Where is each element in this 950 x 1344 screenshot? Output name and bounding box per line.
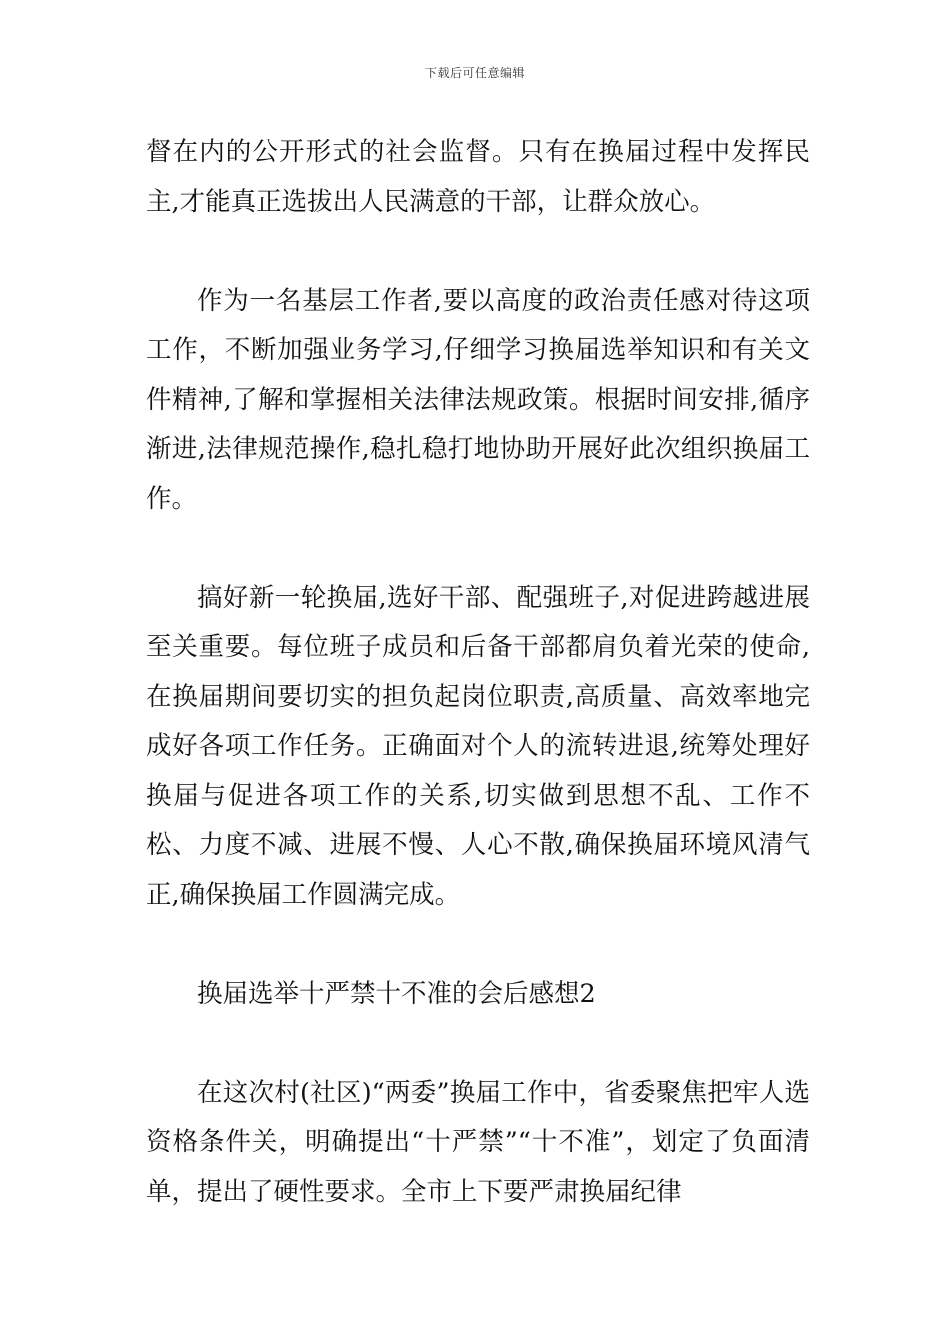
paragraph-new-round-election: 搞好新一轮换届,选好干部、配强班子,对促进跨越进展至关重要。每位班子成员和后备干部都肩负着光荣的使命,在换届期间要切实的担负起岗位职责,高质量、高效率地完成好各项工作任务。正确面对个人的流转进退,统筹处理好换届与促进各项工作的关系,切实做到思想不乱、工作不松、力度不减、进展不慢、人心不散,确保换届环境风清气正,确保换届工作圆满完成。 [146,582,810,910]
page-header: 下载后可任意编辑 [424,66,525,80]
paragraph-gap [146,227,810,277]
paragraph-village-committee: 在这次村(社区)“两委”换届工作中，省委聚焦把牢人选资格条件关，明确提出“十严禁”“十不准”，划定了负面清单，提出了硬性要求。全市上下要严肃换届纪律 [146,1077,810,1207]
paragraph-continuation: 督在内的公开形式的社会监督。只有在换届过程中发挥民主,才能真正选拔出人民满意的干部，让群众放心。 [146,137,810,217]
paragraph-grassroots-worker: 作为一名基层工作者,要以高度的政治责任感对待这项工作，不断加强业务学习,仔细学习换届选举知识和有关文件精神,了解和掌握相关法律法规政策。根据时间安排,循序渐进,法律规范操作,稳扎稳打地协助开展好此次组织换届工作。 [146,285,810,514]
paragraph-gap [146,524,810,574]
paragraph-gap [146,920,810,970]
document-body [146,128,810,1217]
paragraph-gap [146,1019,810,1069]
section-heading: 换届选举十严禁十不准的会后感想2 [197,978,596,1009]
